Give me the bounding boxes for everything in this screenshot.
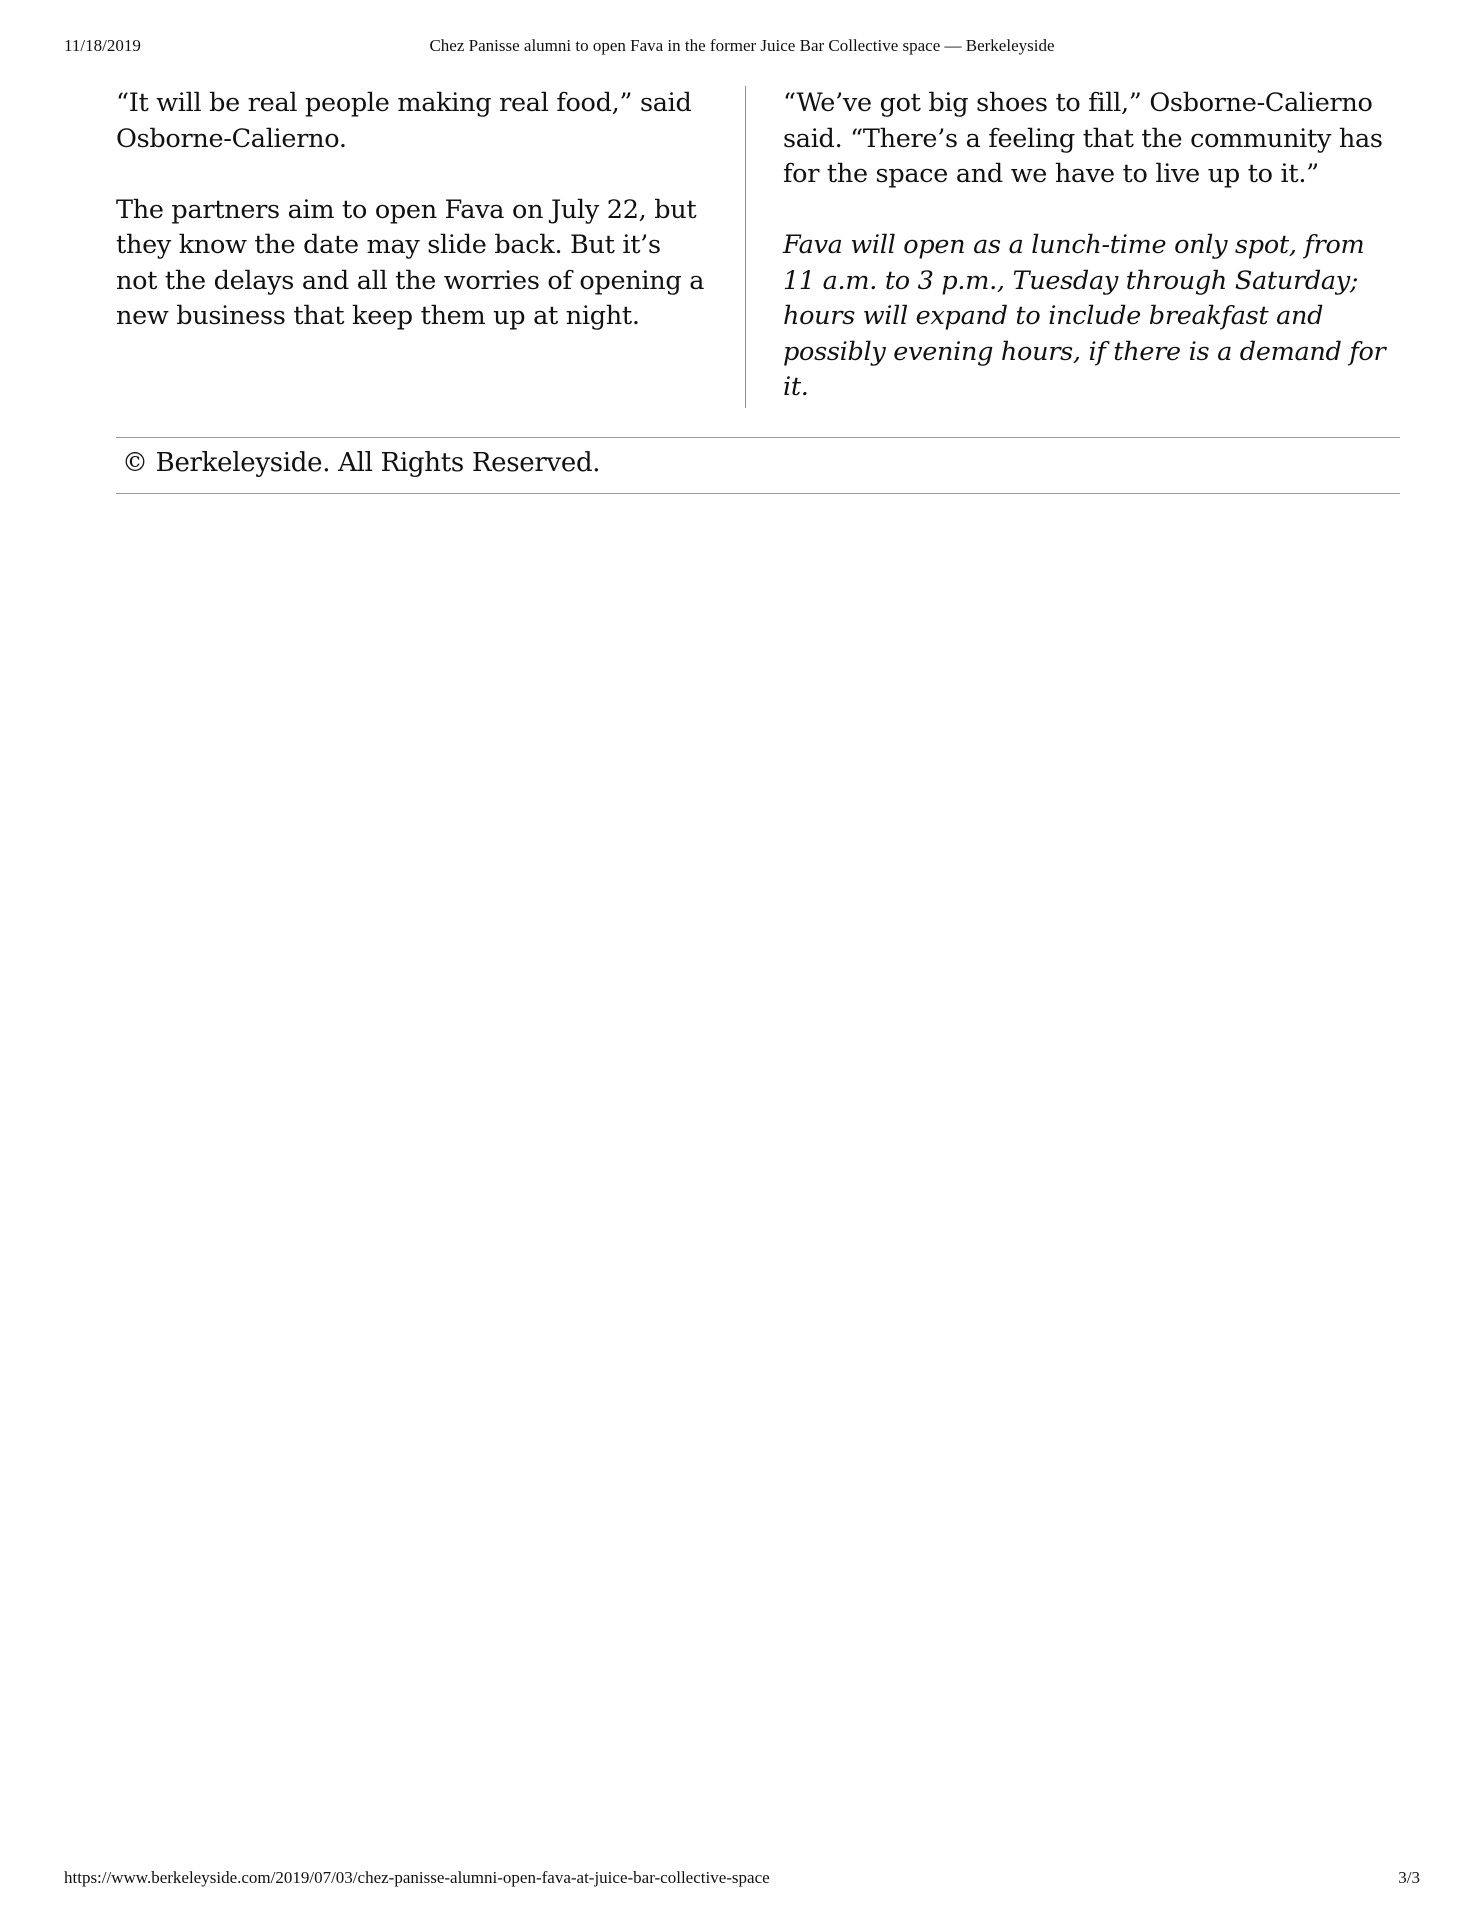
article-body bbox=[116, 86, 1400, 408]
copyright-notice: © Berkeleyside. All Rights Reserved. bbox=[122, 448, 601, 478]
article-column-left bbox=[116, 86, 706, 370]
print-date: 11/18/2019 bbox=[64, 36, 141, 55]
article-note-italic: Fava will open as a lunch-time only spot, from 11 a.m. to 3 p.m., Tuesday through Saturday; hours will expand to include breakfast and possibly evening hours, if there is a demand for it. bbox=[783, 230, 1386, 402]
print-footer bbox=[64, 1868, 1420, 1892]
article-paragraph: “We’ve got big shoes to fill,” Osborne-Calierno said. “There’s a feeling that the community has for the space and we have to live up to it.” bbox=[783, 88, 1383, 189]
page-number: 3/3 bbox=[1398, 1868, 1420, 1887]
article-paragraph: “It will be real people making real food,” said Osborne-Calierno. bbox=[116, 88, 692, 154]
print-header bbox=[64, 36, 1420, 60]
column-divider bbox=[745, 86, 746, 408]
footer-divider-bottom bbox=[116, 493, 1400, 494]
print-url[interactable]: https://www.berkeleyside.com/2019/07/03/chez-panisse-alumni-open-fava-at-juice-bar-collective-space bbox=[64, 1868, 770, 1887]
footer-divider-top bbox=[116, 437, 1400, 438]
print-page-title: Chez Panisse alumni to open Fava in the former Juice Bar Collective space — Berkeleyside bbox=[429, 36, 1055, 55]
article-column-right bbox=[783, 86, 1400, 441]
article-paragraph: The partners aim to open Fava on July 22, but they know the date may slide back. But it’s not the delays and all the worries of opening a new business that keep them up at night. bbox=[116, 194, 705, 331]
